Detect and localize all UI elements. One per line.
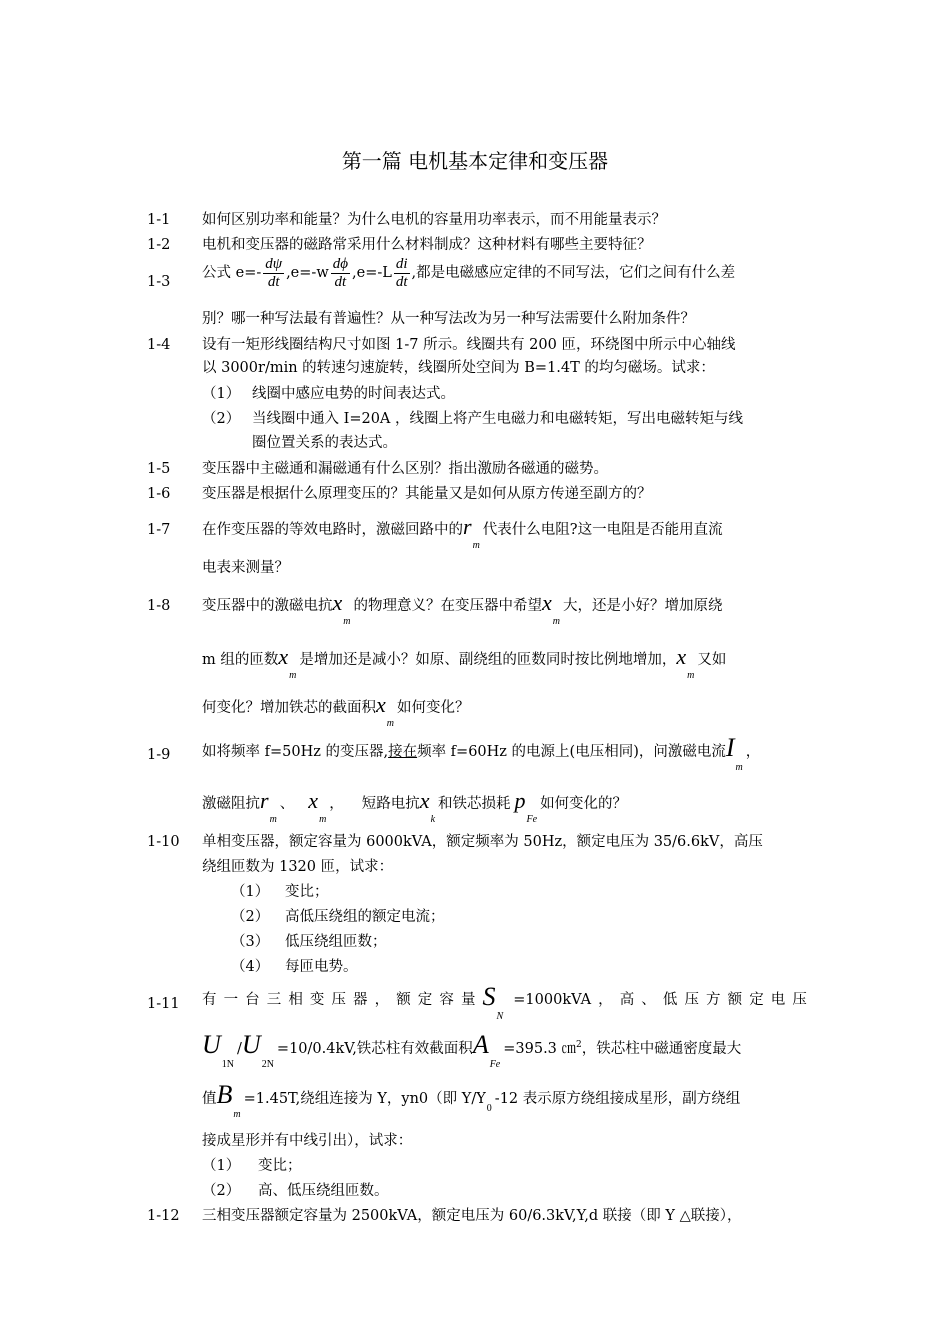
formula-prefix: 公式 e=- <box>202 265 262 281</box>
question-number: 1-4 <box>147 337 171 353</box>
item-label: （1） <box>202 1158 241 1174</box>
question-line: 值$B_m=1.45T$,绕组连接为 Y，yn0（即 $Y/Y_0-12$ 表示原方绕组接成星形，副方绕组 <box>202 1080 741 1120</box>
question-line: $U_{1N}/U_{2N}=10/0.4kV$,铁芯柱有效截面积$A_{Fe}=395.3$ ㎝$^2$，铁芯柱中磁通密度最大 <box>202 1030 742 1070</box>
symbol-A: A <box>472 1030 489 1059</box>
question-line: 激磁阻抗$r_m$、 $x_m$， 短路电抗$x_k$和铁芯损耗 $p_{Fe}$如何变化的？ <box>202 788 628 825</box>
formula-mid: ,e=-w <box>286 265 329 281</box>
question-number: 1-12 <box>147 1208 180 1224</box>
symbol-S: S <box>482 982 496 1011</box>
fraction-dpsi-dt: $\frac{d\psi}{dt}$ <box>265 256 283 290</box>
question-line: 何变化？增加铁芯的截面积$x_m$如何变化？ <box>202 692 470 729</box>
question-text: 电机和变压器的磁路常采用什么材料制成？这种材料有哪些主要特征？ <box>202 237 652 253</box>
fraction-dphi-dt: $\frac{d\phi}{dt}$ <box>332 256 348 290</box>
question-text: 以 3000r/min 的转速匀速旋转，线圈所处空间为 B=1.4T 的均匀磁场。试求： <box>202 360 715 376</box>
question-text: 三相变压器额定容量为 2500kVA，额定电压为 60/6.3kV,Y,d 联接（即 Y △联接）， <box>202 1208 742 1224</box>
item-text: 高低压绕组的额定电流； <box>285 909 445 925</box>
item-text: 变比； <box>285 884 329 900</box>
question-text: 变压器中主磁通和漏磁通有什么区别？指出激励各磁通的磁势。 <box>202 461 608 477</box>
formula-mid: ,e=-L <box>352 265 392 281</box>
item-text: 当线圈中通入 I=20A ，线圈上将产生电磁力和电磁转矩，写出电磁转矩与线 <box>252 411 744 427</box>
question-number: 1-11 <box>147 996 180 1012</box>
question-number: 1-9 <box>147 747 171 763</box>
question-text: 变压器是根据什么原理变压的？其能量又是如何从原方传递至副方的？ <box>202 486 652 502</box>
item-text: 低压绕组匝数； <box>285 934 387 950</box>
question-line: 在作变压器的等效电路时，激磁回路中的$r_m$代表什么电阻?这一电阻是否能用直流 <box>202 514 723 551</box>
symbol-r: r <box>463 514 472 539</box>
question-line: 变压器中的激磁电抗$x_m$的物理意义？在变压器中希望$x_m$大，还是小好？增加原绕 <box>202 590 723 627</box>
item-label: （2） <box>202 1183 241 1199</box>
question-number: 1-1 <box>147 212 171 228</box>
item-text: 每匝电势。 <box>285 959 358 975</box>
question-number: 1-2 <box>147 237 171 253</box>
item-label: （1） <box>202 386 241 402</box>
question-number: 1-6 <box>147 486 171 502</box>
item-label: （3） <box>231 934 270 950</box>
question-line-justified: 有 一 台 三 相 变 压 器 ， 额 定 容 量 $S_N$ =1000kVA ， 高 、 低 压 方 额 定 电 压 <box>202 982 807 1022</box>
question-number: 1-10 <box>147 834 180 850</box>
symbol-I: I <box>725 733 735 762</box>
symbol-U: U <box>202 1030 221 1059</box>
question-number: 1-5 <box>147 461 171 477</box>
question-number: 1-3 <box>147 274 171 290</box>
question-text: 如何区别功率和能量？为什么电机的容量用功率表示，而不用能量表示？ <box>202 212 666 228</box>
item-label: （2） <box>231 909 270 925</box>
question-line: m 组的匝数$x_m$是增加还是减小？如原、副绕组的匝数同时按比例地增加，$x_m$又如 <box>202 644 727 681</box>
formula-suffix: ,都是电磁感应定律的不同写法，它们之间有什么差 <box>411 265 736 281</box>
page-title: 第一篇 电机基本定律和变压器 <box>341 149 609 173</box>
item-text: 线圈中感应电势的时间表达式。 <box>252 386 455 402</box>
item-label: （4） <box>231 959 270 975</box>
question-text: 绕组匝数为 1320 匝，试求： <box>202 859 394 875</box>
item-text: 圈位置关系的表达式。 <box>252 435 397 451</box>
question-number: 1-8 <box>147 598 171 614</box>
question-line: 如将频率 f=50Hz 的变压器,接在频率 f=60Hz 的电源上(电压相同)，问激磁电流$I_m$， <box>202 733 761 773</box>
item-text: 变比； <box>258 1158 302 1174</box>
question-text: 别？哪一种写法最有普遍性？从一种写法改为另一种写法需要什么附加条件？ <box>202 311 695 327</box>
fraction-di-dt: $\frac{di}{dt}$ <box>395 256 408 290</box>
question-text: 设有一矩形线圈结构尺寸如图 1-7 所示。线圈共有 200 匝，环绕图中所示中心轴线 <box>202 337 736 353</box>
question-text: 电表来测量？ <box>202 560 289 576</box>
question-text: 接成星形并有中线引出），试求： <box>202 1133 413 1149</box>
question-number: 1-7 <box>147 522 171 538</box>
item-label: （1） <box>231 884 270 900</box>
item-label: （2） <box>202 411 241 427</box>
formula-line <box>202 256 735 291</box>
question-text: 单相变压器，额定容量为 6000kVA，额定频率为 50Hz，额定电压为 35/6.6kV，高压 <box>202 834 763 850</box>
item-text: 高、低压绕组匝数。 <box>258 1183 389 1199</box>
symbol-B: B <box>216 1080 233 1109</box>
